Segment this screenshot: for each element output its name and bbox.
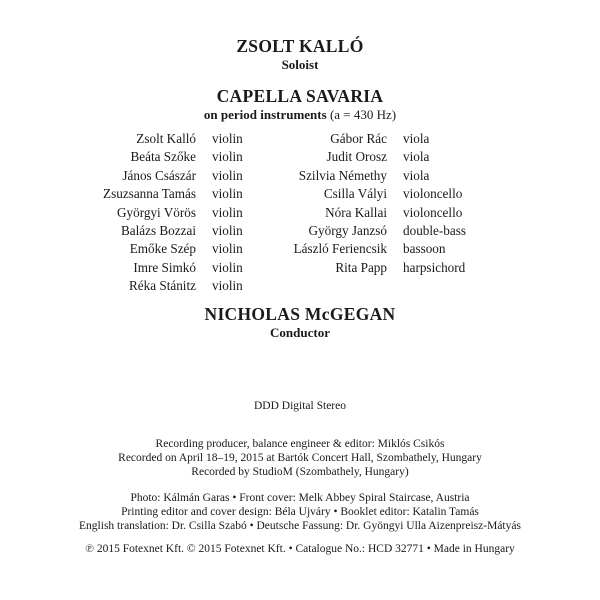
players_left-instrument: violin: [212, 204, 243, 220]
players_right-name: Judit Orosz: [326, 149, 387, 165]
players_right-name: Nóra Kallai: [325, 204, 387, 220]
credit-line: English translation: Dr. Csilla Szabó • Deutsche Fassung: Dr. Gyöngyi Ulla Aizenpreisz-Mátyás: [79, 520, 521, 533]
players_right-name: György Janzsó: [308, 222, 387, 238]
players_left-name: Réka Stánitz: [128, 278, 196, 294]
conductor-role: Conductor: [270, 325, 330, 340]
credit-line: Recorded on April 18–19, 2015 at Bartók Concert Hall, Szombathely, Hungary: [118, 452, 482, 465]
players_right-name: László Feriencsik: [293, 241, 387, 257]
players_right-instrument: harpsichord: [403, 259, 466, 275]
players_left-name: Imre Simkó: [133, 259, 196, 275]
players_left-instrument: violin: [212, 167, 243, 183]
players_right-instrument: viola: [403, 131, 430, 146]
players_left-name: János Császár: [122, 167, 196, 183]
soloist-name: ZSOLT KALLÓ: [236, 36, 364, 56]
players_left-name: Beáta Szőke: [130, 149, 196, 165]
right-player-names: [245, 131, 387, 278]
soloist-role: Soloist: [281, 57, 319, 72]
left-player-names: [46, 131, 196, 297]
players_left-name: Györgyi Vörös: [116, 204, 196, 220]
players_left-instrument: violin: [212, 186, 243, 202]
players_left-name: Emőke Szép: [129, 241, 196, 257]
ensemble-name: CAPELLA SAVARIA: [216, 86, 384, 106]
recording-credits: [0, 437, 600, 480]
players_right-name: Csilla Vályi: [323, 186, 387, 202]
players_left-instrument: violin: [212, 259, 243, 275]
players_left-instrument: violin: [212, 149, 243, 165]
right-player-instruments: [403, 131, 513, 278]
credit-line: Photo: Kálmán Garas • Front cover: Melk Abbey Spiral Staircase, Austria: [130, 492, 470, 504]
players_left-instrument: violin: [212, 278, 243, 294]
players_left-name: Zsolt Kalló: [136, 131, 196, 146]
production-credits: [0, 491, 600, 534]
players_right-instrument: violoncello: [403, 186, 463, 202]
ensemble-subtitle-bold: on period instruments: [203, 107, 327, 122]
players_right-instrument: viola: [403, 167, 430, 183]
copyright-line: ℗ 2015 Fotexnet Kft. © 2015 Fotexnet Kft. • Catalogue No.: HCD 32771 • Made in Hungary: [85, 543, 515, 555]
ensemble-subtitle: [0, 107, 600, 123]
players_left-instrument: violin: [212, 222, 243, 238]
players_left-name: Zsuzsanna Tamás: [103, 186, 196, 202]
credit-line: Recorded by StudioM (Szombathely, Hungary): [191, 466, 409, 479]
ensemble-tuning: (a = 430 Hz): [329, 107, 397, 122]
players_right-instrument: viola: [403, 149, 430, 165]
players_right-instrument: violoncello: [403, 204, 463, 220]
credit-line: Recording producer, balance engineer & editor: Miklós Csikós: [155, 438, 445, 450]
players_right-name: Szilvia Némethy: [298, 167, 387, 183]
players_right-instrument: double-bass: [403, 222, 466, 238]
players_right-name: Gábor Rác: [330, 131, 387, 146]
players_right-instrument: bassoon: [403, 241, 446, 257]
players_left-instrument: violin: [212, 241, 243, 257]
players_right-name: Rita Papp: [335, 259, 387, 275]
players_left-instrument: violin: [212, 131, 243, 146]
players_left-name: Balázs Bozzai: [120, 222, 196, 238]
conductor-name: NICHOLAS McGEGAN: [204, 304, 396, 324]
format-label: DDD Digital Stereo: [254, 400, 346, 412]
credit-line: Printing editor and cover design: Béla Ujváry • Booklet editor: Katalin Tamás: [121, 506, 479, 519]
